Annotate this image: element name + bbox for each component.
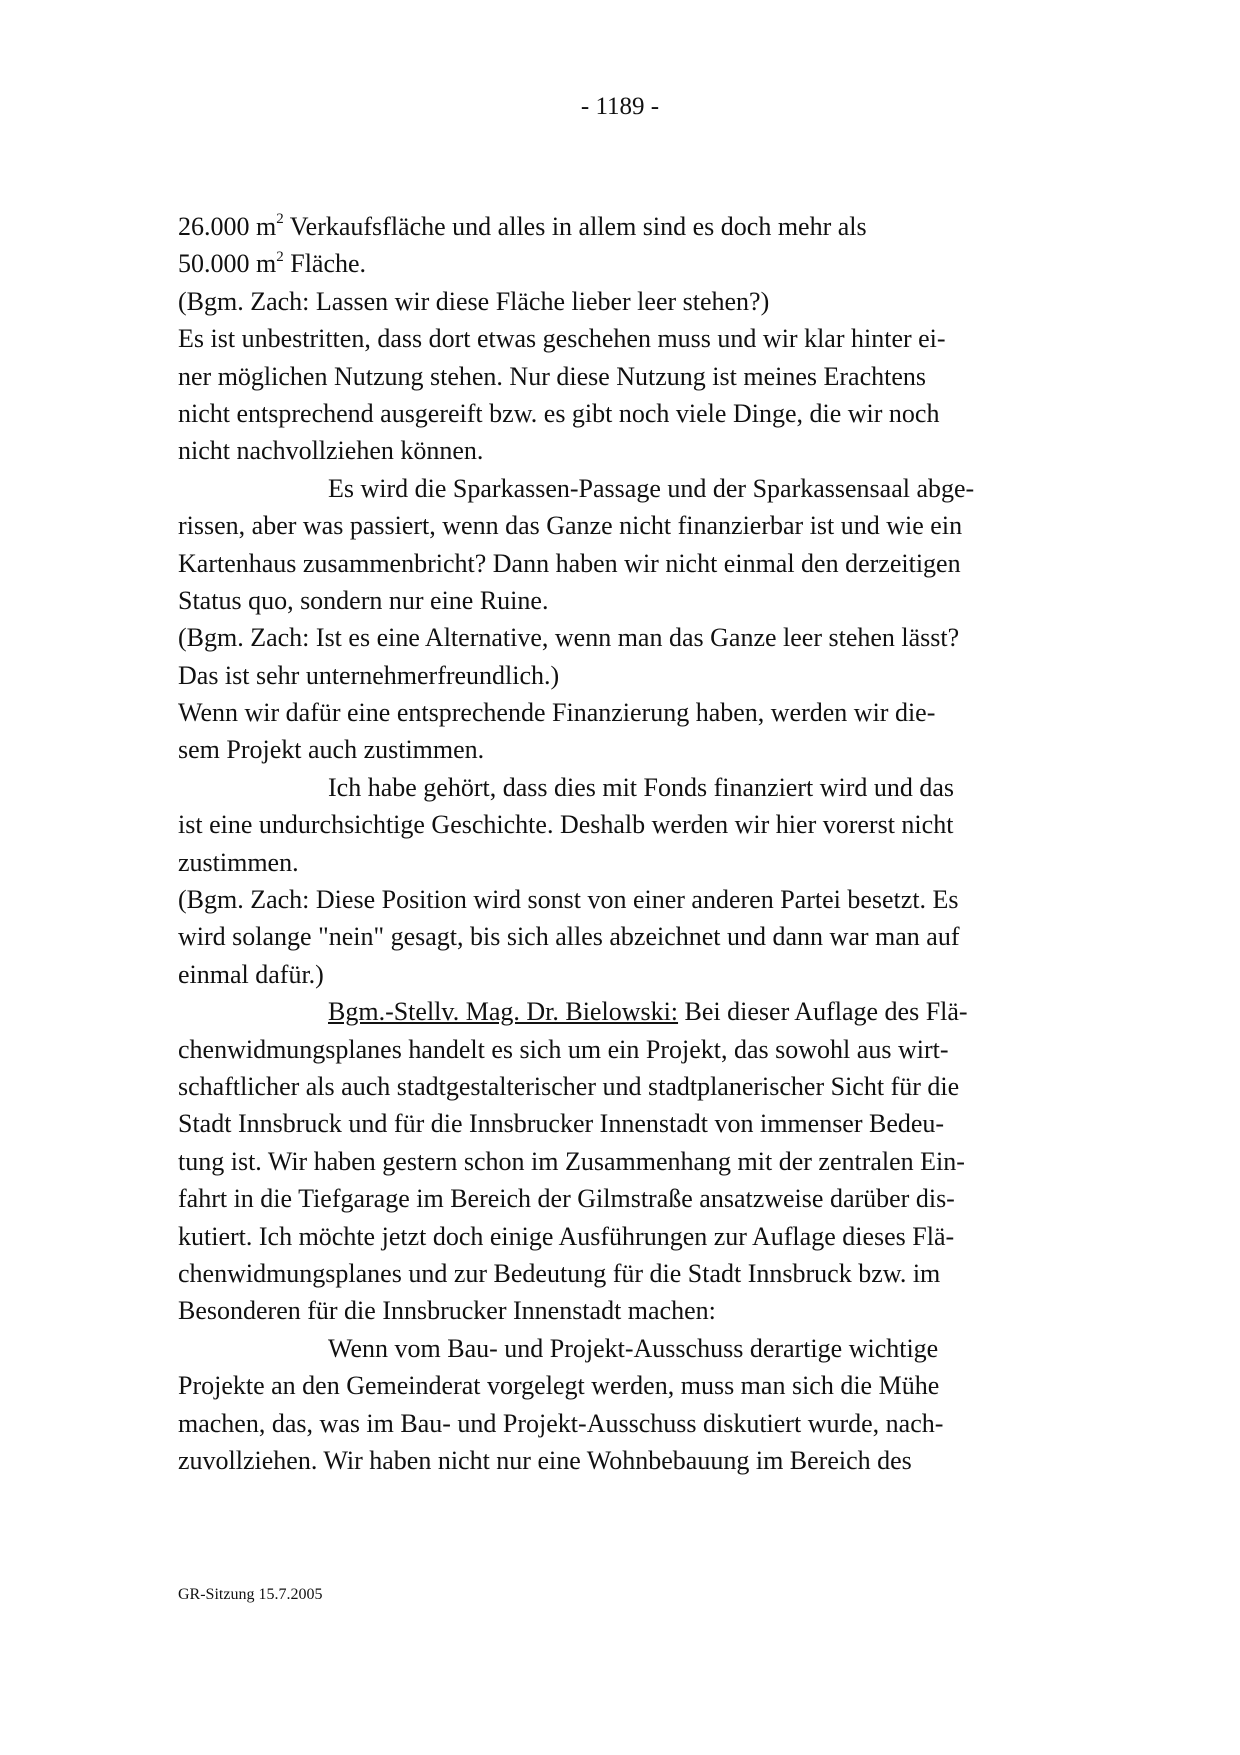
text-line: (Bgm. Zach: Lassen wir diese Fläche lieber leer stehen?): [178, 286, 770, 316]
text-line: ist eine undurchsichtige Geschichte. Deshalb werden wir hier vorerst nicht: [178, 810, 954, 840]
text-line: schaftlicher als auch stadtgestalterischer und stadtplanerischer Sicht für die: [178, 1071, 960, 1101]
text-line: [178, 245, 1078, 282]
text-line: tung ist. Wir haben gestern schon im Zusammenhang mit der zentralen Ein-: [178, 1146, 965, 1176]
text-line: kutiert. Ich möchte jetzt doch einige Ausführungen zur Auflage dieses Flä-: [178, 1221, 955, 1251]
superscript: 2: [276, 248, 284, 265]
text-line: rissen, aber was passiert, wenn das Ganze nicht finanzierbar ist und wie ein: [178, 511, 963, 541]
text-span: 26.000 m: [178, 212, 277, 241]
text-line: Kartenhaus zusammenbricht? Dann haben wir nicht einmal den derzeitigen: [178, 548, 961, 578]
text-line: chenwidmungsplanes handelt es sich um ein Projekt, das sowohl aus wirt-: [178, 1034, 949, 1064]
text-line: Es wird die Sparkassen-Passage und der Sparkassensaal abge-: [328, 473, 975, 503]
superscript: 2: [276, 211, 284, 228]
document-body: [178, 208, 1078, 1479]
text-span: Fläche.: [283, 249, 367, 279]
text-line: sem Projekt auch zustimmen.: [178, 735, 485, 765]
text-line: Das ist sehr unternehmerfreundlich.): [178, 660, 560, 690]
text-line: [178, 208, 1078, 245]
text-span: Bei dieser Auflage des Flä-: [678, 997, 968, 1027]
text-line: Besonderen für die Innsbrucker Innenstadt machen:: [178, 1296, 716, 1326]
text-line: fahrt in die Tiefgarage im Bereich der Gilmstraße ansatzweise darüber dis-: [178, 1184, 955, 1214]
text-span: 50.000 m: [178, 249, 277, 279]
text-span: Verkaufsfläche und alles in allem sind es doch mehr als: [283, 212, 867, 241]
text-line: Wenn wir dafür eine entsprechende Finanzierung haben, werden wir die-: [178, 698, 936, 728]
text-line: ner möglichen Nutzung stehen. Nur diese Nutzung ist meines Erachtens: [178, 361, 927, 391]
text-line: nicht entsprechend ausgereift bzw. es gibt noch viele Dinge, die wir noch: [178, 398, 940, 428]
text-line: chenwidmungsplanes und zur Bedeutung für die Stadt Innsbruck bzw. im: [178, 1258, 941, 1288]
text-line: Stadt Innsbruck und für die Innsbrucker Innenstadt von immenser Bedeu-: [178, 1109, 945, 1139]
page-footer: GR-Sitzung 15.7.2005: [178, 1586, 323, 1603]
text-line: zuvollziehen. Wir haben nicht nur eine Wohnbebauung im Bereich des: [178, 1445, 912, 1475]
speaker-name: Bgm.-Stellv. Mag. Dr. Bielowski:: [328, 997, 679, 1027]
text-line: nicht nachvollziehen können.: [178, 436, 484, 466]
text-line: Status quo, sondern nur eine Ruine.: [178, 585, 549, 615]
text-line: Projekte an den Gemeinderat vorgelegt werden, muss man sich die Mühe: [178, 1371, 940, 1401]
page-number: - 1189 -: [580, 93, 660, 120]
text-line: wird solange "nein" gesagt, bis sich alles abzeichnet und dann war man auf: [178, 922, 960, 952]
text-line: (Bgm. Zach: Ist es eine Alternative, wenn man das Ganze leer stehen lässt?: [178, 623, 960, 653]
text-line: Es ist unbestritten, dass dort etwas geschehen muss und wir klar hinter ei-: [178, 324, 946, 354]
text-line: Wenn vom Bau- und Projekt-Ausschuss derartige wichtige: [328, 1333, 939, 1363]
text-line: zustimmen.: [178, 847, 299, 877]
text-line: machen, das, was im Bau- und Projekt-Ausschuss diskutiert wurde, nach-: [178, 1408, 944, 1438]
text-line: einmal dafür.): [178, 959, 324, 989]
text-line: Ich habe gehört, dass dies mit Fonds finanziert wird und das: [328, 772, 955, 802]
text-line: (Bgm. Zach: Diese Position wird sonst von einer anderen Partei besetzt. Es: [178, 885, 959, 915]
text-line: [178, 993, 1078, 1030]
